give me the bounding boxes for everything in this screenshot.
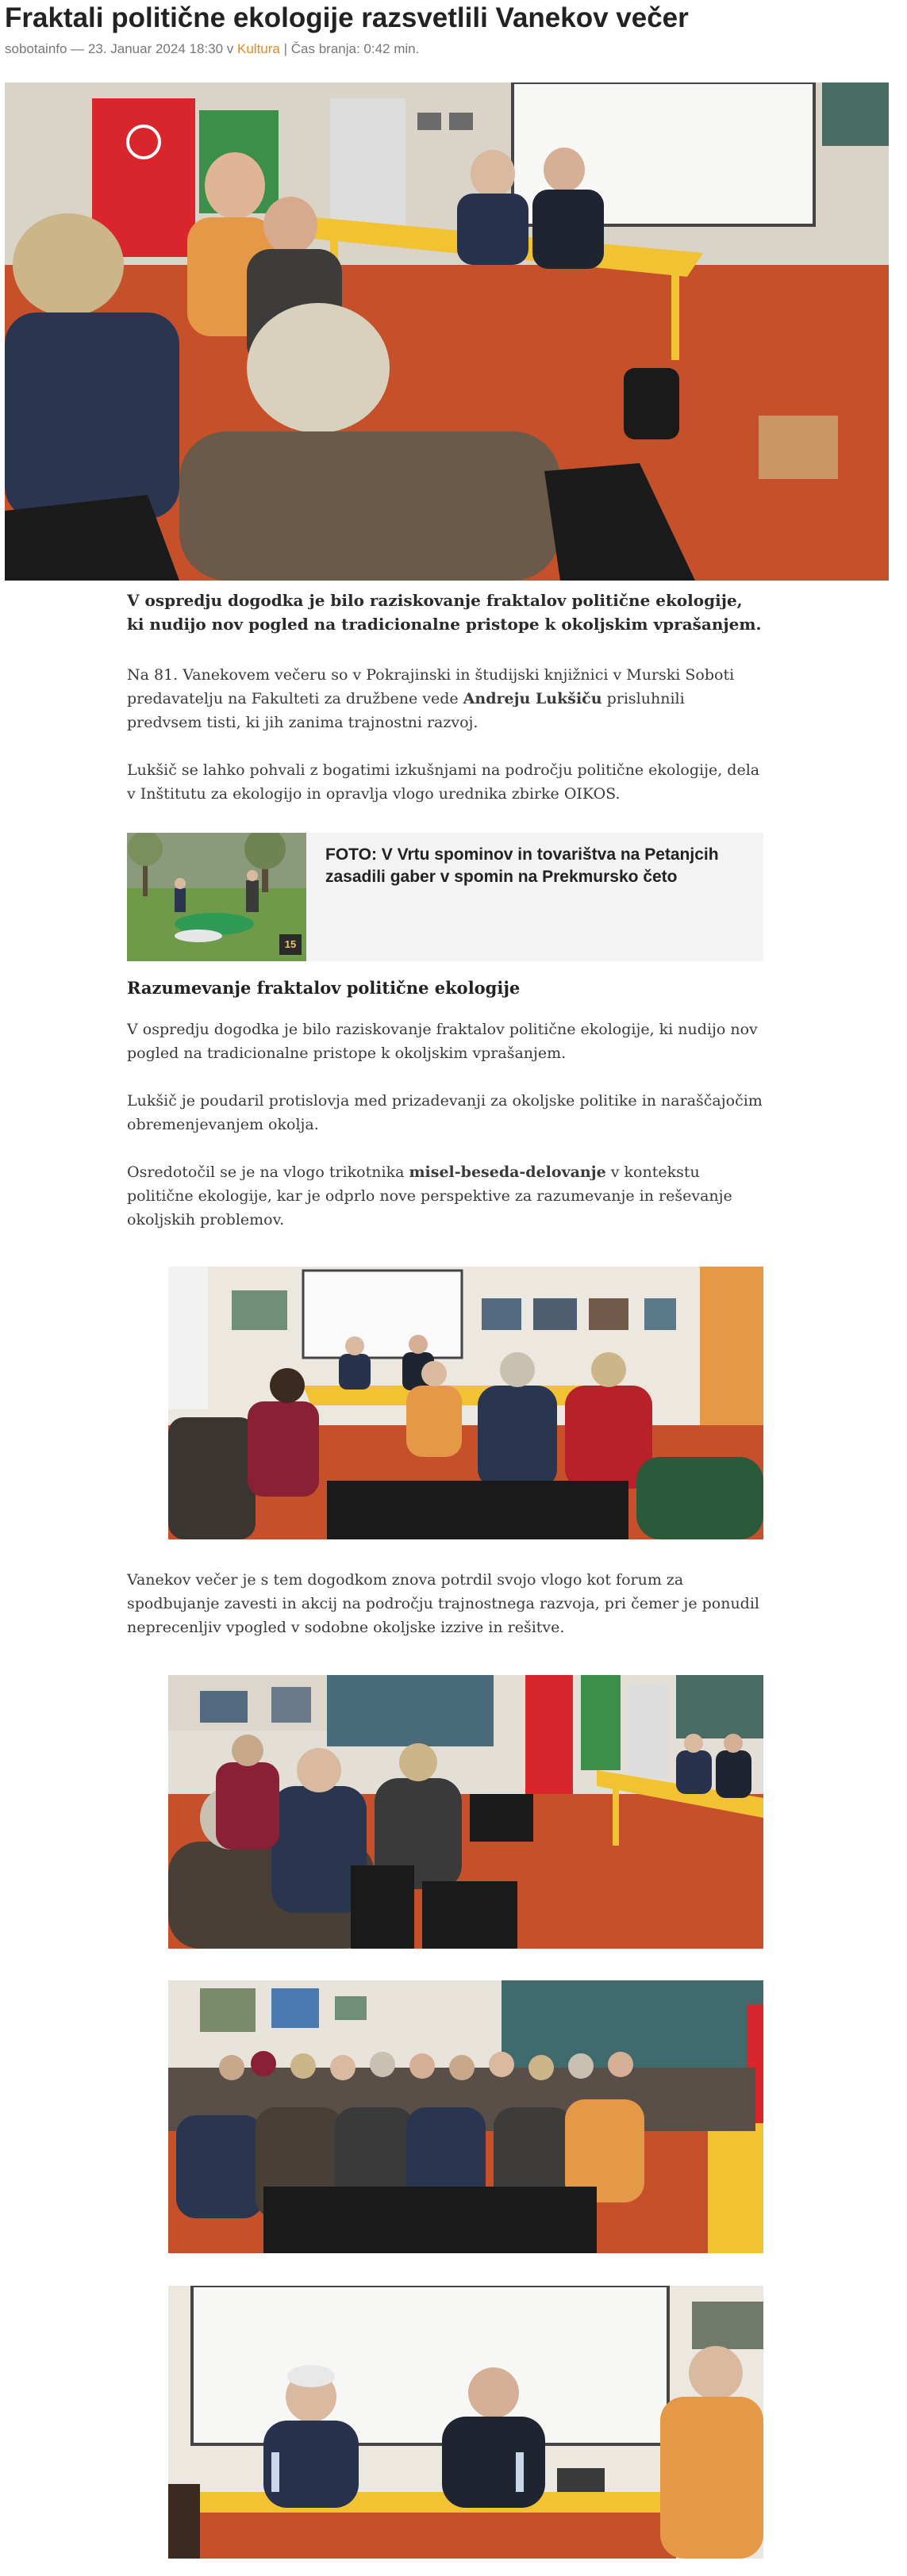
related-article-card[interactable] xyxy=(127,833,763,961)
hero-photo[interactable] xyxy=(5,82,889,581)
event-photo-2-graphic xyxy=(168,1267,763,1539)
event-photo-5[interactable] xyxy=(168,2286,763,2559)
category-link[interactable]: Kultura xyxy=(237,41,280,56)
meta-separator: — xyxy=(67,41,88,56)
paragraph-intro xyxy=(127,663,763,734)
paragraph-experience: Lukšič se lahko pohvali z bogatimi izkušnjami na področju politične ekologije, dela v Inštitutu za ekologijo in opravlja vlogo urednika zbirke OIKOS. xyxy=(127,761,760,803)
p1-before: Na 81. Vanekovem večeru so v Pokrajinski in študijski knjižnici v Murski Soboti predavatelju na Fakulteti za družbene vede xyxy=(127,666,735,707)
event-photo-3[interactable] xyxy=(168,1675,763,1949)
paragraph-triangle xyxy=(127,1160,763,1232)
author[interactable]: sobotainfo xyxy=(5,41,67,56)
article-meta xyxy=(5,41,419,57)
triangle-term: misel-beseda-delovanje xyxy=(409,1163,606,1181)
hero-photo-graphic xyxy=(5,82,889,581)
photo-count-badge: 15 xyxy=(279,934,302,955)
publish-date: 23. Januar 2024 18:30 xyxy=(87,41,224,56)
p5-after: v kontekstu politične ekologije, kar je odprlo nove perspektive za razumevanje in reševanje okoljskih problemov. xyxy=(127,1163,732,1229)
paragraph-focus: V ospredju dogodka je bilo raziskovanje fraktalov politične ekologije, ki nudijo nov pogled na tradicionalne pristope k okoljskim vprašanjem. xyxy=(127,1021,758,1062)
event-photo-3-graphic xyxy=(168,1675,763,1949)
meta-in: v xyxy=(223,41,238,56)
paragraph-contradictions: Lukšič je poudaril protislovja med prizadevanji za okoljske politike in naraščajočim obremenjevanjem okolja. xyxy=(127,1092,763,1133)
event-photo-2[interactable] xyxy=(168,1267,763,1539)
paragraph-conclusion: Vanekov večer je s tem dogodkom znova potrdil svojo vlogo kot forum za spodbujanje zavesti in akcij na področju trajnostnega razvoja, pri čemer je ponudil neprecenljiv vpogled v sodobne okoljske izzive in rešitve. xyxy=(127,1571,759,1636)
section-heading: Razumevanje fraktalov politične ekologije xyxy=(127,978,521,998)
related-article-thumbnail[interactable] xyxy=(127,833,306,961)
p1-after: prisluhnili predvsem tisti, ki jih zanima trajnostni razvoj. xyxy=(127,690,685,731)
article-title: Fraktali politične ekologije razsvetlili Vanekov večer xyxy=(5,2,689,33)
p5-before: Osredotočil se je na vlogo trikotnika xyxy=(127,1163,409,1181)
event-photo-5-graphic xyxy=(168,2286,763,2559)
event-photo-4[interactable] xyxy=(168,1980,763,2253)
related-article-title[interactable]: FOTO: V Vrtu spominov in tovarištva na Petanjcih zasadili gaber v spomin na Prekmursko četo xyxy=(325,845,719,886)
lead-paragraph: V ospredju dogodka je bilo raziskovanje fraktalov politične ekologije, ki nudijo nov pogled na tradicionalne pristope k okoljskim vprašanjem. xyxy=(127,591,762,634)
event-photo-4-graphic xyxy=(168,1980,763,2253)
reading-time: | Čas branja: 0:42 min. xyxy=(279,41,420,56)
speaker-name: Andreju Lukšiču xyxy=(463,690,602,707)
